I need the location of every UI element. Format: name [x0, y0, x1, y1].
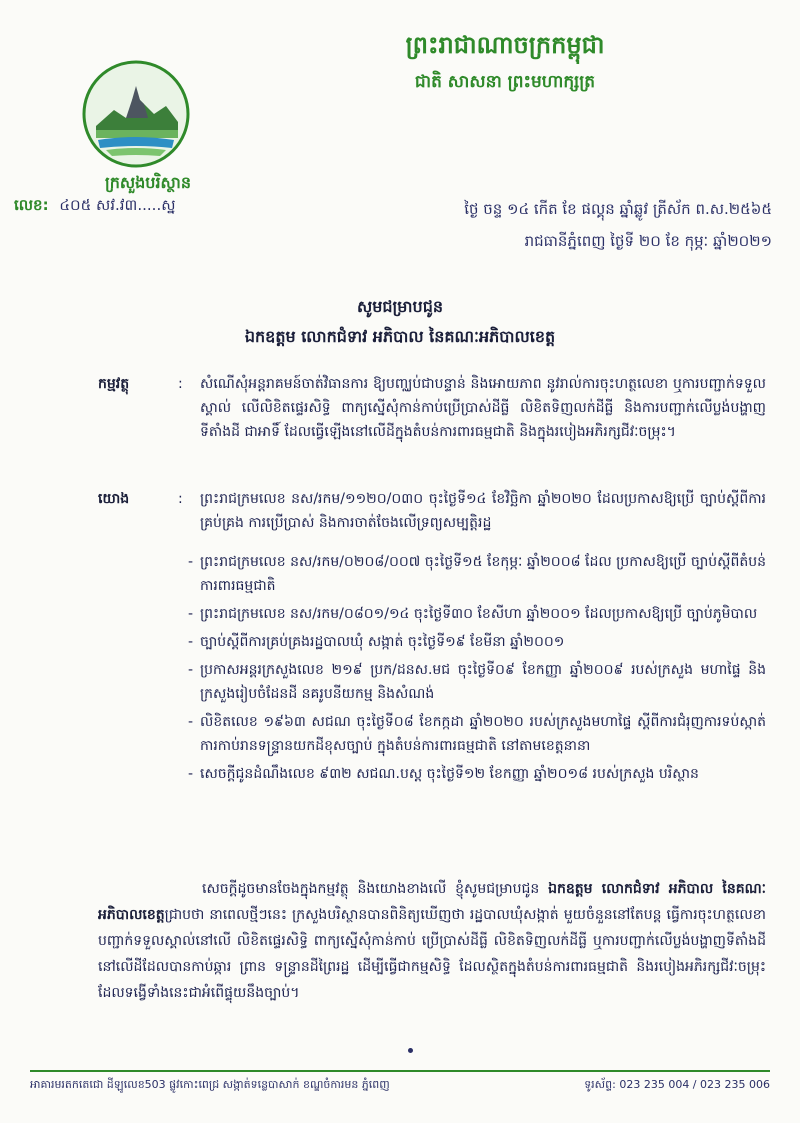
- addressee-block: [0, 296, 800, 350]
- footer-address: អាគារមរតកតេជោ ដីឡូលេខ503 ផ្លូវកោះពេជ្រ សង្កាត់ទន្លេបាសាក់ ខណ្ឌចំការមន ភ្នំពេញ: [30, 1078, 390, 1091]
- ministry-logo-icon: [82, 60, 190, 168]
- closing-paragraph: [98, 876, 766, 1006]
- reference-list: [200, 550, 766, 790]
- references-label: យោង: [98, 491, 130, 507]
- reference-item: - ច្បាប់ស្តីពីការគ្រប់គ្រងរដ្ឋបាលឃុំ សង្កាត់ ចុះថ្ងៃទី១៩ ខែមីនា ឆ្នាំ២០០១: [200, 630, 766, 654]
- reference-label: លេខ:: [14, 196, 49, 214]
- kingdom-header: [250, 30, 760, 96]
- reference-item: - ព្រះរាជក្រមលេខ នស/រកម/០២០៨/០០៧ ចុះថ្ងៃទី១៥ ខែកុម្ភៈ ឆ្នាំ២០០៨ ដែល ប្រកាសឱ្យប្រើ ច្បាប់ស្តីពីតំបន់ការពារធម្មជាតិ: [200, 550, 766, 598]
- reference-first: ព្រះរាជក្រមលេខ នស/រកម/១១២០/០៣០ ចុះថ្ងៃទី១៤ ខែវិច្ឆិកា ឆ្នាំ២០២០ ដែលប្រកាសឱ្យប្រើ ច្បាប់ស្តីពីការគ្រប់គ្រង ការប្រើប្រាស់ និងការចាត់ចែងលើទ្រព្យសម្បត្តិរដ្ឋ: [200, 491, 766, 531]
- page-mark: [408, 1048, 413, 1053]
- subject-section: [98, 372, 766, 444]
- reference-item: - លិខិតលេខ ១៩៦៣ សជណ ចុះថ្ងៃទី០៨ ខែកក្កដា ឆ្នាំ២០២០ របស់ក្រសួងមហាផ្ទៃ ស្តីពីការជំរុញការទប់ស្កាត់ ការកាប់រានទន្ទ្រានយកដីខុសច្បាប់ ក្នុងតំបន់ការពារធម្មជាតិ នៅតាមខេត្តនានា: [200, 710, 766, 758]
- addressee-recipient: ឯកឧត្តម លោកជំទាវ អភិបាល នៃគណៈអភិបាលខេត្ត: [244, 327, 556, 346]
- reference-item: - ប្រកាសអន្តរក្រសួងលេខ ២១៩ ប្រក/ដនស.មជ ចុះថ្ងៃទី០៩ ខែកញ្ញា ឆ្នាំ២០០៩ របស់ក្រសួង មហាផ្ទៃ និងក្រសួងរៀបចំដែនដី នគរូបនីយកម្ម និងសំណង់: [200, 658, 766, 706]
- reference-number: [14, 196, 176, 218]
- ministry-name: ក្រសួងបរិស្ថាន: [104, 173, 191, 192]
- reference-value: ៤០៥ សវ.វ៣.....ស្ន: [59, 196, 176, 214]
- footer-divider: [30, 1070, 770, 1072]
- footer: [30, 1078, 770, 1094]
- subject-colon: :: [178, 376, 183, 392]
- national-motto: ជាតិ សាសនា ព្រះមហាក្សត្រ: [414, 72, 596, 92]
- closing-intro: សេចក្តីដូចមានចែងក្នុងកម្មវត្ថុ និងយោងខាងលើ ខ្ញុំសូមជម្រាបជូន: [202, 881, 549, 897]
- reference-item: - សេចក្តីជូនដំណឹងលេខ ៩៣២ សជណ.បស្ត ចុះថ្ងៃទី១២ ខែកញ្ញា ឆ្នាំ២០១៨ របស់ក្រសួង បរិស្ថាន: [200, 762, 766, 786]
- subject-text: សំណើសុំអន្តរាគមន៍ចាត់វិធានការ ឱ្យបញ្ឈប់ជាបន្ទាន់ និងអោយភាព នូវរាល់ការចុះហត្ថលេខា ឬការបញ្ជាក់ទទួលស្គាល់ លើលិខិតផ្ទេរសិទ្ធិ ពាក្យស្នើសុំកាន់កាប់ប្រើប្រាស់ដីធ្លី លិខិតទិញលក់ដីធ្លី និងការបញ្ជាក់លើប្លង់បង្ហាញទីតាំងដី ជាអាទិ៍ ដែលធ្វើឡើងនៅលើដីក្នុងតំបន់ការពារធម្មជាតិ និងក្នុងរបៀងអភិរក្សជីវៈចម្រុះ។: [200, 376, 766, 440]
- solar-date: រាជធានីភ្នំពេញ ថ្ងៃទី ២០ ខែ កុម្ភៈ ឆ្នាំ២០២១: [524, 232, 772, 250]
- footer-phone: ទូរស័ព្ទ: 023 235 004 / 023 235 006: [584, 1078, 770, 1091]
- kingdom-title: ព្រះរាជាណាចក្រកម្ពុជា: [405, 31, 605, 59]
- subject-label: កម្មវត្ថុ: [98, 376, 130, 392]
- closing-body: ជ្រាបថា នាពេលថ្មីៗនេះ ក្រសួងបរិស្ថានបានពិនិត្យឃើញថា រដ្ឋបាលឃុំសង្កាត់ មួយចំនួននៅតែបន្ត ធ្វើការចុះហត្ថលេខា បញ្ជាក់ទទួលស្គាល់នៅលើ លិខិតផ្ទេរសិទ្ធិ ពាក្យស្នើសុំកាន់កាប់ ប្រើប្រាស់ដីធ្លី លិខិតទិញលក់ដីធ្លី ឬការបញ្ជាក់លើប្លង់បង្ហាញទីតាំងដី នៅលើដីដែលបានកាប់ឆ្ការ ព្រាន ទន្ទ្រានដីព្រៃរដ្ឋ ដើម្បីធ្វើជាកម្មសិទ្ធិ ដែលស្ថិតក្នុងតំបន់ការពារធម្មជាតិ និងរបៀងអភិរក្សជីវៈចម្រុះ ដែលទង្វើទាំងនេះជាអំពើផ្ទុយនឹងច្បាប់។: [98, 907, 766, 1001]
- addressee-greeting: សូមជម្រាបជូន: [356, 297, 443, 316]
- reference-item: - ព្រះរាជក្រមលេខ នស/រកម/០៨០១/១៤ ចុះថ្ងៃទី៣០ ខែសីហា ឆ្នាំ២០០១ ដែលប្រកាសឱ្យប្រើ ច្បាប់ភូមិបាល: [200, 602, 766, 626]
- references-section: [98, 487, 766, 535]
- closing-recipient: ឯកឧត្តម លោកជំទាវ អភិបាល នៃគណៈអភិបាលខេត្ត: [98, 881, 766, 923]
- lunar-date: ថ្ងៃ ចន្ទ ១៤ កើត ខែ ផល្គុន ឆ្នាំឆ្លូវ ត្រីស័ក ព.ស.២៥៦៥: [464, 200, 772, 218]
- references-colon: :: [178, 491, 183, 507]
